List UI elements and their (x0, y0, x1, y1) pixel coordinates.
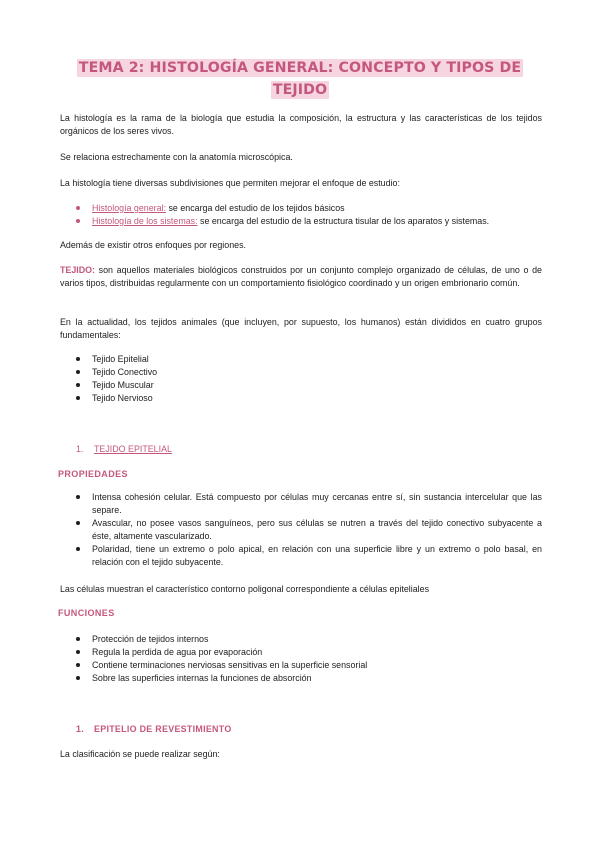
bullet-icon (76, 676, 80, 680)
list-item (60, 672, 542, 685)
list-item-label: Avascular, no posee vasos sanguíneos, pero sus células se nutren a través del tejido conectivo subyacente a éste, altamente vascularizado. (92, 518, 542, 541)
list-item-label: Intensa cohesión celular. Está compuesto por células muy cercanas entre sí, sin sustancia intercelular que las separe. (92, 492, 542, 515)
classification-note: La clasificación se puede realizar según: (60, 749, 220, 759)
propiedades-heading: PROPIEDADES (58, 469, 128, 479)
list-item (60, 366, 542, 379)
list-item-label: Tejido Muscular (92, 380, 154, 390)
list-item (60, 633, 542, 646)
subdivision-term: Histología de los sistemas: (92, 216, 198, 226)
bullet-icon (76, 357, 80, 361)
list-item (60, 491, 542, 517)
animal-tissues-intro: En la actualidad, los tejidos animales (que incluyen, por supuesto, los humanos) están divididos en cuatro grupos fundamentales: (60, 317, 542, 340)
list-item-label: Tejido Conectivo (92, 367, 158, 377)
list-item (60, 517, 542, 543)
anatomy-paragraph: Se relaciona estrechamente con la anatomía microscópica. (60, 152, 293, 162)
intro-paragraph: La histología es la rama de la biología que estudia la composición, la estructura y las características de los tejidos orgánicos de los seres vivos. (60, 113, 542, 136)
bullet-icon (76, 219, 80, 223)
bullet-icon (76, 547, 80, 551)
list-item (60, 392, 542, 405)
bullet-icon (76, 383, 80, 387)
subdivisions-list (60, 202, 542, 228)
bullet-icon (76, 663, 80, 667)
bullet-icon (76, 637, 80, 641)
tissue-types-list (60, 353, 542, 405)
list-item (60, 353, 542, 366)
bullet-icon (76, 206, 80, 210)
list-item-label: Sobre las superficies internas la funciones de absorción (92, 673, 312, 683)
subdivisions-intro: La histología tiene diversas subdivisiones que permiten mejorar el enfoque de estudio: (60, 178, 400, 188)
bullet-icon (76, 650, 80, 654)
title-block (60, 57, 540, 101)
list-item (60, 379, 542, 392)
section-heading-epitelial (60, 443, 172, 456)
list-item (60, 543, 542, 569)
tejido-term: TEJIDO: (60, 265, 96, 275)
propiedades-list (60, 491, 542, 569)
section-heading-revestimiento (60, 723, 232, 736)
cells-note: Las células muestran el característico contorno poligonal correspondiente a células epiteliales (60, 584, 430, 594)
list-item-label: Contiene terminaciones nerviosas sensitivas en la superficie sensorial (92, 660, 368, 670)
list-item-label: Regula la perdida de agua por evaporación (92, 647, 263, 657)
list-item (60, 202, 542, 215)
subdivision-text: se encarga del estudio de la estructura tisular de los aparatos y sistemas. (197, 216, 490, 226)
bullet-icon (76, 396, 80, 400)
list-item (60, 659, 542, 672)
bullet-icon (76, 495, 80, 499)
section-label: TEJIDO EPITELIAL (94, 444, 172, 454)
subdivision-term: Histología general: (92, 203, 167, 213)
subdivision-text: se encarga del estudio de los tejidos básicos (166, 203, 345, 213)
bullet-icon (76, 521, 80, 525)
bullet-icon (76, 370, 80, 374)
funciones-heading: FUNCIONES (58, 608, 115, 618)
regions-note: Además de existir otros enfoques por regiones. (60, 240, 246, 250)
list-item-label: Tejido Epitelial (92, 354, 149, 364)
tejido-definition (60, 264, 542, 290)
page-title: TEMA 2: HISTOLOGÍA GENERAL: CONCEPTO Y TIPOS DE TEJIDO (78, 60, 522, 98)
section-number: 1. (76, 444, 84, 454)
list-item-label: Tejido Nervioso (92, 393, 153, 403)
tejido-text: son aquellos materiales biológicos construidos por un conjunto complejo organizado de células, de uno o de varios tipos, distribuidas regularmente con un comportamiento fisiológico coordinado y un origen embrionario común. (60, 265, 542, 288)
section-number: 1. (76, 724, 85, 734)
section-label: EPITELIO DE REVESTIMIENTO (94, 724, 232, 734)
list-item-label: Protección de tejidos internos (92, 634, 209, 644)
list-item (60, 646, 542, 659)
list-item-label: Polaridad, tiene un extremo o polo apical, en relación con una superficie libre y un extremo o polo basal, en relación con el tejido subyacente. (92, 544, 542, 567)
list-item (60, 215, 542, 228)
funciones-list (60, 633, 542, 685)
